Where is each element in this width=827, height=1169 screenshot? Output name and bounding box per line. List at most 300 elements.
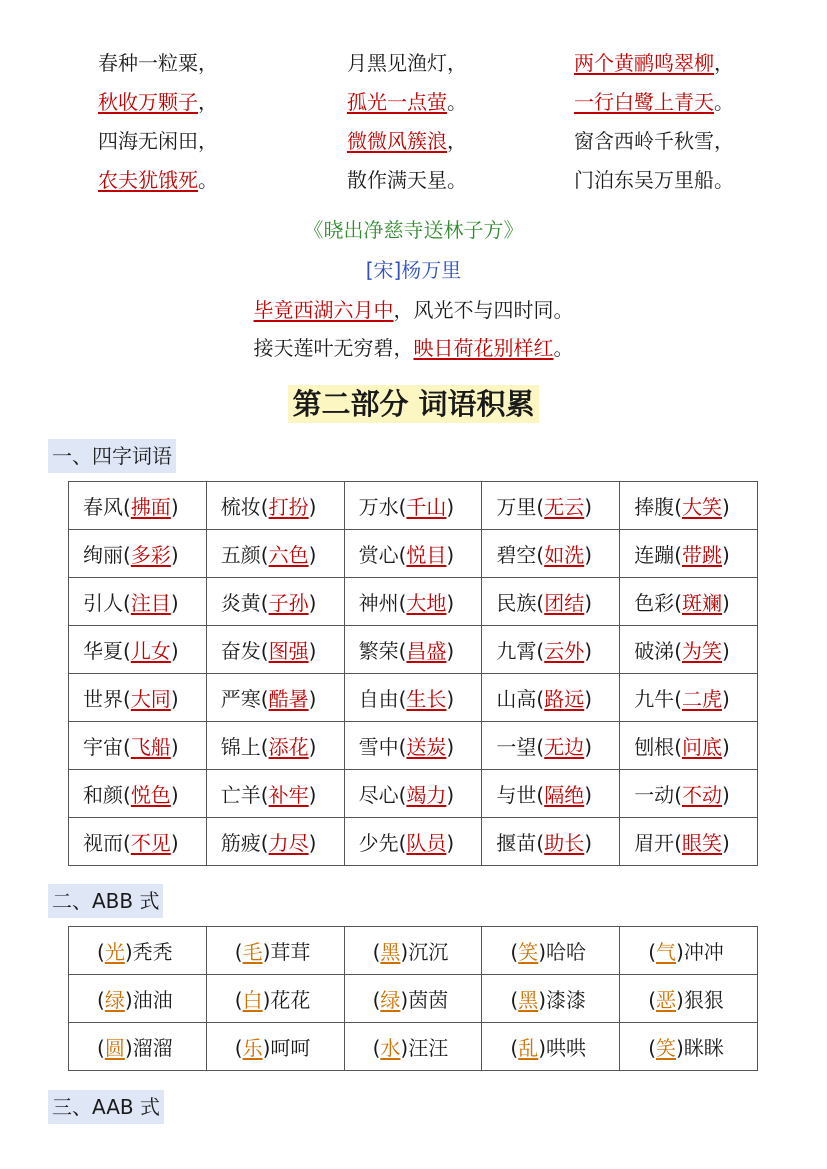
table-row bbox=[69, 578, 758, 626]
word-cell bbox=[206, 530, 344, 578]
word-answer: 二虎 bbox=[682, 687, 722, 711]
paren-open: ( bbox=[97, 940, 105, 964]
word-answer: 注目 bbox=[130, 591, 171, 615]
abb-suffix: 冲冲 bbox=[683, 940, 724, 964]
abb-answer: 乱 bbox=[518, 1036, 539, 1060]
word-answer: 拂面 bbox=[130, 495, 171, 519]
word-cell bbox=[620, 674, 758, 722]
word-answer: 打扮 bbox=[268, 495, 309, 519]
paren-open: ( bbox=[398, 495, 407, 519]
word-answer: 团结 bbox=[544, 591, 585, 615]
word-cell bbox=[69, 530, 207, 578]
table-row bbox=[69, 818, 758, 866]
section-title bbox=[0, 382, 827, 423]
abb-answer: 光 bbox=[104, 940, 125, 964]
paren-open: ( bbox=[398, 591, 407, 615]
paren-open: ( bbox=[398, 783, 407, 807]
word-prefix: 与世 bbox=[496, 783, 537, 807]
word-cell bbox=[69, 626, 207, 674]
word-answer: 无云 bbox=[544, 495, 585, 519]
word-answer: 酷暑 bbox=[268, 687, 309, 711]
word-cell bbox=[344, 722, 482, 770]
word-prefix: 神州 bbox=[358, 591, 399, 615]
paren-open: ( bbox=[674, 543, 682, 567]
paren-close: ) bbox=[124, 988, 133, 1012]
abb-answer: 恶 bbox=[656, 988, 676, 1012]
paren-open: ( bbox=[674, 735, 682, 759]
word-cell bbox=[620, 722, 758, 770]
word-cell bbox=[482, 674, 620, 722]
abb-suffix: 眯眯 bbox=[683, 1036, 724, 1060]
paren-close: ) bbox=[584, 495, 593, 519]
abb-suffix: 溜溜 bbox=[132, 1036, 173, 1060]
word-prefix: 雪中 bbox=[358, 735, 399, 759]
paren-close: ) bbox=[170, 639, 179, 663]
word-answer: 千山 bbox=[406, 495, 447, 519]
poem-line bbox=[347, 122, 467, 161]
paren-close: ) bbox=[722, 687, 730, 711]
paren-close: ) bbox=[308, 495, 317, 519]
poem-line-text: 秋收万颗子 bbox=[98, 90, 198, 114]
four-char-table bbox=[68, 481, 758, 866]
word-answer: 带跳 bbox=[682, 543, 722, 567]
word-prefix: 赏心 bbox=[358, 543, 399, 567]
abb-suffix: 茵茵 bbox=[408, 988, 449, 1012]
paren-close: ) bbox=[538, 1036, 547, 1060]
paren-open: ( bbox=[260, 831, 269, 855]
paren-close: ) bbox=[446, 639, 455, 663]
word-cell bbox=[344, 770, 482, 818]
abb-cell bbox=[482, 975, 620, 1023]
word-answer: 无边 bbox=[544, 735, 585, 759]
poem-3 bbox=[574, 44, 734, 200]
paren-open: ( bbox=[123, 783, 131, 807]
paren-close: ) bbox=[722, 831, 730, 855]
paren-close: ) bbox=[584, 783, 593, 807]
word-cell bbox=[344, 818, 482, 866]
poem-line-2 bbox=[0, 332, 827, 361]
paren-open: ( bbox=[536, 831, 545, 855]
poem-line-punct: ， bbox=[198, 51, 218, 75]
word-answer: 飞船 bbox=[130, 735, 171, 759]
paren-close: ) bbox=[446, 687, 455, 711]
word-answer: 悦色 bbox=[130, 783, 171, 807]
word-answer: 昌盛 bbox=[406, 639, 447, 663]
word-answer: 问底 bbox=[682, 735, 722, 759]
abb-suffix: 呵呵 bbox=[270, 1036, 311, 1060]
subheading-aab: 三、AAB 式 bbox=[48, 1090, 164, 1124]
paren-close: ) bbox=[446, 783, 455, 807]
word-cell bbox=[482, 578, 620, 626]
poems-block bbox=[0, 44, 827, 204]
paren-close: ) bbox=[446, 735, 455, 759]
word-answer: 斑斓 bbox=[682, 591, 722, 615]
word-prefix: 一动 bbox=[634, 783, 675, 807]
paren-close: ) bbox=[262, 988, 271, 1012]
paren-open: ( bbox=[372, 1036, 381, 1060]
word-cell bbox=[620, 818, 758, 866]
word-answer: 云外 bbox=[544, 639, 585, 663]
word-cell bbox=[69, 770, 207, 818]
paren-open: ( bbox=[123, 735, 131, 759]
paren-open: ( bbox=[260, 735, 269, 759]
word-prefix: 严寒 bbox=[220, 687, 261, 711]
table-row bbox=[69, 626, 758, 674]
paren-close: ) bbox=[584, 687, 593, 711]
abb-suffix: 秃秃 bbox=[132, 940, 173, 964]
word-cell bbox=[206, 578, 344, 626]
word-prefix: 破涕 bbox=[634, 639, 675, 663]
subheading-abb: 二、ABB 式 bbox=[48, 884, 163, 918]
paren-close: ) bbox=[722, 495, 730, 519]
word-prefix: 九牛 bbox=[634, 687, 675, 711]
word-prefix: 奋发 bbox=[220, 639, 261, 663]
word-prefix: 尽心 bbox=[358, 783, 399, 807]
poem-2 bbox=[347, 44, 467, 200]
paren-close: ) bbox=[308, 639, 317, 663]
paren-open: ( bbox=[536, 735, 545, 759]
paren-open: ( bbox=[648, 988, 656, 1012]
word-answer: 补牢 bbox=[268, 783, 309, 807]
abb-suffix: 汪汪 bbox=[408, 1036, 449, 1060]
abb-suffix: 油油 bbox=[132, 988, 173, 1012]
paren-open: ( bbox=[536, 639, 545, 663]
abb-answer: 白 bbox=[242, 988, 263, 1012]
word-prefix: 视而 bbox=[83, 831, 123, 855]
abb-cell bbox=[620, 1023, 758, 1071]
abb-suffix: 花花 bbox=[270, 988, 311, 1012]
poem-line bbox=[574, 83, 734, 122]
paren-open: ( bbox=[510, 988, 519, 1012]
abb-cell bbox=[620, 927, 758, 975]
paren-close: ) bbox=[722, 735, 730, 759]
poem-line-punct: ， bbox=[447, 129, 467, 153]
paren-close: ) bbox=[170, 831, 179, 855]
word-answer: 大同 bbox=[130, 687, 171, 711]
word-answer: 添花 bbox=[268, 735, 309, 759]
paren-close: ) bbox=[676, 1036, 684, 1060]
poem-title-text: 《晓出净慈寺送林子方》 bbox=[303, 218, 524, 242]
word-prefix: 华夏 bbox=[83, 639, 123, 663]
word-answer: 多彩 bbox=[130, 543, 171, 567]
word-prefix: 万水 bbox=[358, 495, 399, 519]
poem-line-text: 散作满天星 bbox=[347, 168, 447, 192]
abb-cell bbox=[69, 975, 207, 1023]
poem-line-text: 春种一粒粟 bbox=[98, 51, 198, 75]
poem-line-punct: ， bbox=[198, 129, 218, 153]
word-prefix: 万里 bbox=[496, 495, 537, 519]
abb-cell bbox=[206, 927, 344, 975]
paren-close: ) bbox=[308, 735, 317, 759]
paren-open: ( bbox=[234, 940, 243, 964]
paren-open: ( bbox=[674, 831, 682, 855]
paren-close: ) bbox=[446, 495, 455, 519]
paren-close: ) bbox=[124, 940, 133, 964]
paren-open: ( bbox=[123, 639, 131, 663]
word-prefix: 眉开 bbox=[634, 831, 675, 855]
paren-open: ( bbox=[536, 543, 545, 567]
abb-answer: 圆 bbox=[104, 1036, 125, 1060]
table-row bbox=[69, 1023, 758, 1071]
paren-open: ( bbox=[260, 495, 269, 519]
abb-table bbox=[68, 926, 758, 1071]
paren-close: ) bbox=[584, 735, 593, 759]
word-cell bbox=[620, 530, 758, 578]
paren-close: ) bbox=[722, 591, 730, 615]
word-prefix: 宇宙 bbox=[83, 735, 123, 759]
paren-close: ) bbox=[584, 591, 593, 615]
paren-open: ( bbox=[234, 988, 243, 1012]
paren-open: ( bbox=[123, 543, 131, 567]
paren-close: ) bbox=[584, 639, 593, 663]
table-row bbox=[69, 770, 758, 818]
poem-line bbox=[98, 44, 218, 83]
word-answer: 图强 bbox=[268, 639, 309, 663]
paren-close: ) bbox=[308, 543, 317, 567]
poem-line-punct: ， bbox=[714, 51, 734, 75]
paren-open: ( bbox=[398, 735, 407, 759]
word-prefix: 连蹦 bbox=[634, 543, 675, 567]
word-cell bbox=[482, 722, 620, 770]
poem-line bbox=[574, 122, 734, 161]
poem-author bbox=[0, 254, 827, 283]
word-prefix: 筋疲 bbox=[220, 831, 261, 855]
paren-open: ( bbox=[260, 543, 269, 567]
word-cell bbox=[620, 482, 758, 530]
paren-open: ( bbox=[97, 1036, 105, 1060]
paren-close: ) bbox=[170, 783, 179, 807]
paren-close: ) bbox=[538, 988, 547, 1012]
poem-line-punct: ， bbox=[447, 51, 467, 75]
word-prefix: 炎黄 bbox=[220, 591, 261, 615]
paren-open: ( bbox=[536, 495, 545, 519]
poem-line-punct: 。 bbox=[714, 168, 734, 192]
abb-answer: 毛 bbox=[242, 940, 263, 964]
word-cell bbox=[482, 530, 620, 578]
paren-open: ( bbox=[674, 783, 682, 807]
paren-close: ) bbox=[308, 591, 317, 615]
paren-open: ( bbox=[398, 831, 407, 855]
poem-line-punct: ， bbox=[714, 129, 734, 153]
word-prefix: 揠苗 bbox=[496, 831, 537, 855]
word-cell bbox=[206, 626, 344, 674]
paren-close: ) bbox=[446, 543, 455, 567]
word-cell bbox=[206, 674, 344, 722]
paren-close: ) bbox=[722, 639, 730, 663]
word-answer: 队员 bbox=[406, 831, 447, 855]
paren-close: ) bbox=[584, 543, 593, 567]
paren-close: ) bbox=[676, 940, 684, 964]
paren-open: ( bbox=[260, 591, 269, 615]
poem-line-text: 月黑见渔灯 bbox=[347, 51, 447, 75]
poem-line-text: 一行白鹭上青天 bbox=[574, 90, 714, 114]
poem-1 bbox=[98, 44, 218, 200]
paren-close: ) bbox=[584, 831, 593, 855]
word-cell bbox=[69, 482, 207, 530]
paren-open: ( bbox=[123, 591, 131, 615]
paren-close: ) bbox=[400, 940, 409, 964]
paren-open: ( bbox=[372, 988, 381, 1012]
word-cell bbox=[344, 482, 482, 530]
word-cell bbox=[206, 818, 344, 866]
paren-close: ) bbox=[400, 1036, 409, 1060]
paren-open: ( bbox=[398, 639, 407, 663]
paren-close: ) bbox=[722, 543, 730, 567]
word-prefix: 自由 bbox=[358, 687, 399, 711]
poem-line bbox=[347, 161, 467, 200]
word-prefix: 亡羊 bbox=[220, 783, 261, 807]
word-prefix: 民族 bbox=[496, 591, 537, 615]
word-prefix: 刨根 bbox=[634, 735, 675, 759]
word-cell bbox=[69, 674, 207, 722]
word-answer: 不见 bbox=[130, 831, 171, 855]
word-cell bbox=[344, 530, 482, 578]
word-answer: 隔绝 bbox=[544, 783, 585, 807]
word-answer: 如洗 bbox=[544, 543, 585, 567]
abb-cell bbox=[206, 1023, 344, 1071]
word-answer: 不动 bbox=[682, 783, 722, 807]
poem-line-punct: 。 bbox=[198, 168, 218, 192]
abb-answer: 笑 bbox=[656, 1036, 676, 1060]
abb-suffix: 狠狠 bbox=[683, 988, 724, 1012]
poem-author-text: [宋]杨万里 bbox=[365, 258, 462, 282]
poem-line bbox=[574, 44, 734, 83]
poem-line-punct: 。 bbox=[447, 90, 467, 114]
abb-answer: 黑 bbox=[380, 940, 401, 964]
paren-open: ( bbox=[674, 639, 682, 663]
poem-line bbox=[98, 161, 218, 200]
abb-cell bbox=[482, 1023, 620, 1071]
word-answer: 眼笑 bbox=[682, 831, 722, 855]
abb-cell bbox=[344, 975, 482, 1023]
word-answer: 送炭 bbox=[406, 735, 447, 759]
word-prefix: 世界 bbox=[83, 687, 123, 711]
word-answer: 子孙 bbox=[268, 591, 309, 615]
word-cell bbox=[344, 578, 482, 626]
paren-close: ) bbox=[170, 591, 179, 615]
abb-cell bbox=[482, 927, 620, 975]
abb-answer: 绿 bbox=[104, 988, 125, 1012]
abb-answer: 笑 bbox=[518, 940, 539, 964]
abb-suffix: 茸茸 bbox=[270, 940, 311, 964]
word-cell bbox=[344, 674, 482, 722]
table-row bbox=[69, 927, 758, 975]
table-row bbox=[69, 975, 758, 1023]
poem-line-2-end: 。 bbox=[553, 336, 574, 360]
paren-close: ) bbox=[400, 988, 409, 1012]
word-answer: 路远 bbox=[544, 687, 585, 711]
word-answer: 为笑 bbox=[682, 639, 722, 663]
poem-line-punct: ， bbox=[198, 90, 218, 114]
paren-open: ( bbox=[260, 639, 269, 663]
paren-open: ( bbox=[510, 940, 519, 964]
word-cell bbox=[620, 626, 758, 674]
word-prefix: 锦上 bbox=[220, 735, 261, 759]
paren-close: ) bbox=[538, 940, 547, 964]
paren-open: ( bbox=[674, 687, 682, 711]
paren-open: ( bbox=[648, 940, 656, 964]
poem-line bbox=[574, 161, 734, 200]
word-cell bbox=[482, 770, 620, 818]
word-cell bbox=[206, 770, 344, 818]
word-answer: 六色 bbox=[268, 543, 309, 567]
paren-open: ( bbox=[123, 831, 131, 855]
word-prefix: 和颜 bbox=[83, 783, 123, 807]
paren-close: ) bbox=[308, 687, 317, 711]
paren-close: ) bbox=[262, 940, 271, 964]
poem-line-text: 农夫犹饿死 bbox=[98, 168, 198, 192]
table-row bbox=[69, 530, 758, 578]
paren-close: ) bbox=[676, 988, 684, 1012]
abb-suffix: 哄哄 bbox=[546, 1036, 587, 1060]
poem-line-text: 窗含西岭千秋雪 bbox=[574, 129, 714, 153]
paren-close: ) bbox=[446, 591, 455, 615]
paren-close: ) bbox=[308, 831, 317, 855]
paren-open: ( bbox=[234, 1036, 243, 1060]
word-answer: 生长 bbox=[406, 687, 447, 711]
table-row bbox=[69, 482, 758, 530]
table-row bbox=[69, 722, 758, 770]
word-cell bbox=[482, 818, 620, 866]
word-cell bbox=[344, 626, 482, 674]
word-answer: 助长 bbox=[544, 831, 585, 855]
word-prefix: 绚丽 bbox=[83, 543, 123, 567]
paren-open: ( bbox=[674, 591, 682, 615]
word-prefix: 少先 bbox=[358, 831, 399, 855]
word-cell bbox=[69, 818, 207, 866]
poem-line-1-rest: ，风光不与四时同。 bbox=[393, 298, 574, 322]
paren-close: ) bbox=[722, 783, 730, 807]
poem-line-1 bbox=[0, 294, 827, 323]
word-answer: 竭力 bbox=[406, 783, 447, 807]
word-prefix: 山高 bbox=[496, 687, 537, 711]
word-cell bbox=[206, 722, 344, 770]
poem-line bbox=[347, 83, 467, 122]
word-prefix: 引人 bbox=[83, 591, 123, 615]
abb-answer: 黑 bbox=[518, 988, 539, 1012]
word-prefix: 繁荣 bbox=[358, 639, 399, 663]
paren-open: ( bbox=[372, 940, 381, 964]
poem-line-text: 门泊东吴万里船 bbox=[574, 168, 714, 192]
paren-open: ( bbox=[123, 495, 131, 519]
word-prefix: 捧腹 bbox=[634, 495, 675, 519]
poem-line-punct: 。 bbox=[447, 168, 467, 192]
paren-close: ) bbox=[124, 1036, 133, 1060]
abb-answer: 水 bbox=[380, 1036, 401, 1060]
poem-line-text: 四海无闲田 bbox=[98, 129, 198, 153]
abb-suffix: 漆漆 bbox=[546, 988, 587, 1012]
paren-open: ( bbox=[674, 495, 682, 519]
paren-open: ( bbox=[648, 1036, 656, 1060]
poem-line-text: 两个黄鹂鸣翠柳 bbox=[574, 51, 714, 75]
word-prefix: 春风 bbox=[83, 495, 123, 519]
word-prefix: 梳妆 bbox=[220, 495, 261, 519]
paren-close: ) bbox=[446, 831, 455, 855]
abb-suffix: 哈哈 bbox=[546, 940, 587, 964]
word-prefix: 色彩 bbox=[634, 591, 675, 615]
abb-answer: 气 bbox=[656, 940, 676, 964]
word-prefix: 五颜 bbox=[220, 543, 261, 567]
abb-cell bbox=[206, 975, 344, 1023]
paren-open: ( bbox=[398, 687, 407, 711]
word-prefix: 九霄 bbox=[496, 639, 537, 663]
abb-cell bbox=[344, 1023, 482, 1071]
word-answer: 大笑 bbox=[682, 495, 722, 519]
paren-open: ( bbox=[536, 591, 545, 615]
poem-line bbox=[98, 122, 218, 161]
poem-line-punct: 。 bbox=[714, 90, 734, 114]
word-cell bbox=[620, 578, 758, 626]
